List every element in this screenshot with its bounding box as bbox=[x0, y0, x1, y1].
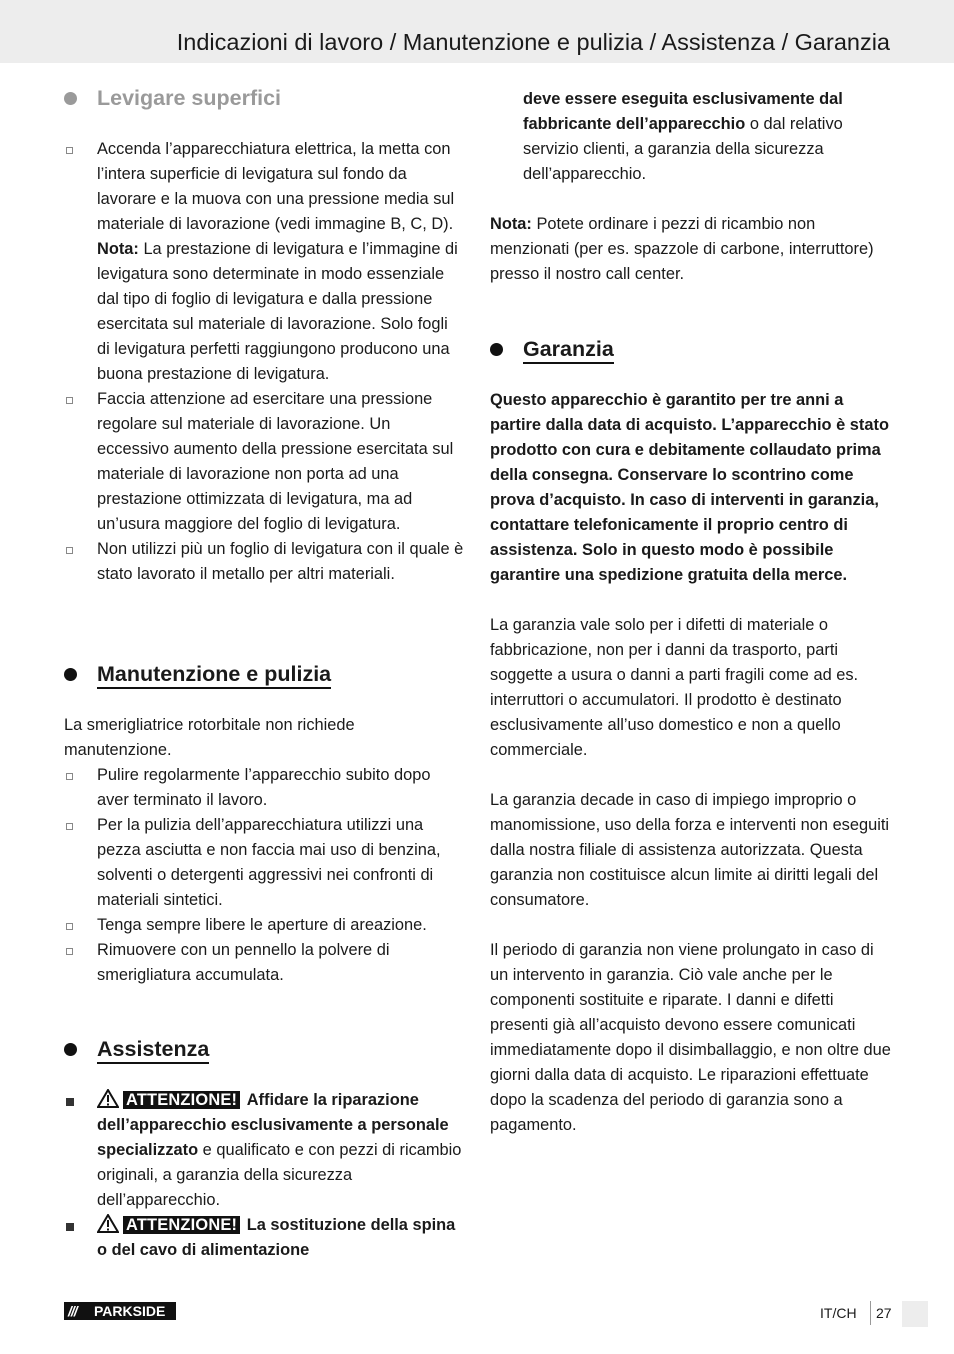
list-item: Non utilizzi più un foglio di levigatura con il quale è stato lavorato il metallo per altri materiali. bbox=[64, 537, 464, 587]
locale-label: IT/CH bbox=[820, 1305, 857, 1321]
attention-badge: ATTENZIONE! bbox=[123, 1091, 240, 1109]
checkbox-bullet-icon bbox=[66, 923, 73, 930]
attention-badge: ATTENZIONE! bbox=[123, 1216, 240, 1234]
assistenza-warnings bbox=[64, 1088, 464, 1263]
list-item: Per la pulizia dell’apparecchiatura utilizzi una pezza asciutta e non faccia mai uso di benzina, solventi o detergenti aggressivi nei confronti di materiali sintetici. bbox=[64, 813, 464, 913]
list-item: Rimuovere con un pennello la polvere di smerigliatura accumulata. bbox=[64, 938, 464, 988]
garanzia-body: Questo apparecchio è garantito per tre anni a partire dalla data di acquisto. L’apparecchio è stato prodotto con cura e debitamente collaudato prima della consegna. Conservare lo scontrino come prova d’acquisto. In caso di interventi in garanzia, contattare telefonicamente il proprio centro di assistenza. Solo in questo modo è possibile garantire una spedizione gratuita della merce. La garanzia vale solo per i difetti di materiale o fabbricazione, non per i danni da trasporto, parti soggette a usura o danni a parti fragili come ad es. interruttori o accumulatori. Il prodotto è destinato esclusivamente all’uso domestico e non a quello commerciale. La garanzia decade in caso di impiego improprio o manomissione, uso della forza e interventi non eseguiti dalla nostra filiale di assistenza autorizzata. Questa garanzia non costituisce alcun limite ai diritti legali del consumatore. Il periodo di garanzia non viene prolungato in caso di un intervento in garanzia. Ciò vale anche per le componenti sostituite e riparate. I danni e difetti presenti già all’acquisto devono essere comunicati immediatamente dopo il disimballaggio, e non oltre due giorni dalla data di acquisto. Le riparazioni effettuate dopo la scadenza del periodo di garanzia sono a pagamento. bbox=[490, 391, 891, 1134]
list-item: Accenda l’apparecchiatura elettrica, la metta con l’intera superficie di levigatura sul fondo da lavorare e la muova con una pressione media sul materiale di lavorazione (vedi immagine B, C, D). Nota: La prestazione di levigatura e l’immagine di levigatura sono determinate in modo essenziale dal tipo di foglio di levigatura e dalla pressione esercitata sul materiale di lavorazione. Solo fogli di levigatura perfetti raggiungono producono una buona prestazione di levigatura. bbox=[64, 137, 464, 387]
page-tab bbox=[902, 1301, 928, 1327]
page-title: Indicazioni di lavoro / Manutenzione e pulizia / Assistenza / Garanzia bbox=[176, 29, 890, 55]
bullet-dot-icon bbox=[490, 343, 503, 356]
square-bullet-icon bbox=[66, 1223, 74, 1231]
square-bullet-icon bbox=[66, 1098, 74, 1106]
spare-parts-note: Nota: Potete ordinare i pezzi di ricambio non menzionati (per es. spazzole di carbone, interruttore) presso il nostro call center. bbox=[490, 215, 874, 283]
bullet-dot-icon bbox=[64, 668, 77, 681]
warning-icon bbox=[97, 1089, 119, 1108]
bullet-dot-icon bbox=[64, 1043, 77, 1056]
warning-continuation: deve essere eseguita esclusivamente dal fabbricante dell’apparecchio o dal relativo servizio clienti, a garanzia della sicurezza dell’apparecchio. bbox=[523, 90, 843, 183]
section-manutenzione bbox=[64, 659, 464, 689]
section-assistenza bbox=[64, 1034, 464, 1064]
list-item: ATTENZIONE! La sostituzione della spina o del cavo di alimentazione bbox=[64, 1213, 464, 1263]
levigare-heading: Levigare superfici bbox=[64, 83, 464, 113]
checkbox-bullet-icon bbox=[66, 147, 73, 154]
assistenza-heading: Assistenza bbox=[64, 1034, 464, 1064]
garanzia-heading: Garanzia bbox=[490, 334, 892, 364]
checkbox-bullet-icon bbox=[66, 773, 73, 780]
list-item: ATTENZIONE! Affidare la riparazione dell’apparecchio esclusivamente a personale specializzato e qualificato e con pezzi di ricambio originali, a garanzia della sicurezza dell’apparecchio. bbox=[64, 1088, 464, 1213]
levigare-list bbox=[64, 137, 464, 587]
manutenzione-body: La smerigliatrice rotorbitale non richiede manutenzione. Pulire regolarmente l’apparecchio subito dopo aver terminato il lavoro. Per la pulizia dell’apparecchiatura utilizzi una pezza asciutta e non faccia mai uso di benzina, solventi o detergenti aggressivi nei confronti di materiali sintetici. Tenga sempre libere le aperture di areazione. Rimuovere con un pennello la polvere di smerigliatura accumulata. bbox=[64, 713, 464, 988]
bullet-dot-icon bbox=[64, 92, 77, 105]
checkbox-bullet-icon bbox=[66, 823, 73, 830]
checkbox-bullet-icon bbox=[66, 397, 73, 404]
checkbox-bullet-icon bbox=[66, 948, 73, 955]
checkbox-bullet-icon bbox=[66, 547, 73, 554]
section-levigare bbox=[64, 83, 464, 113]
parkside-logo: /// PARKSIDE bbox=[64, 1302, 176, 1320]
manutenzione-heading: Manutenzione e pulizia bbox=[64, 659, 464, 689]
warning-icon bbox=[97, 1214, 119, 1233]
footer-divider bbox=[870, 1301, 871, 1325]
page-header bbox=[0, 0, 954, 63]
page-number: 27 bbox=[876, 1305, 892, 1321]
list-item: Pulire regolarmente l’apparecchio subito dopo aver terminato il lavoro. bbox=[64, 763, 464, 813]
list-item: Tenga sempre libere le aperture di areazione. bbox=[64, 913, 464, 938]
list-item: Faccia attenzione ad esercitare una pressione regolare sul materiale di lavorazione. Un eccessivo aumento della pressione esercitata sul materiale di lavorazione non porta ad una prestazione ottimizzata di levigatura, ma ad un’usura maggiore del foglio di levigatura. bbox=[64, 387, 464, 537]
section-garanzia bbox=[490, 334, 892, 364]
nota-label: Nota: bbox=[490, 215, 532, 233]
nota-label: Nota: bbox=[97, 240, 139, 258]
